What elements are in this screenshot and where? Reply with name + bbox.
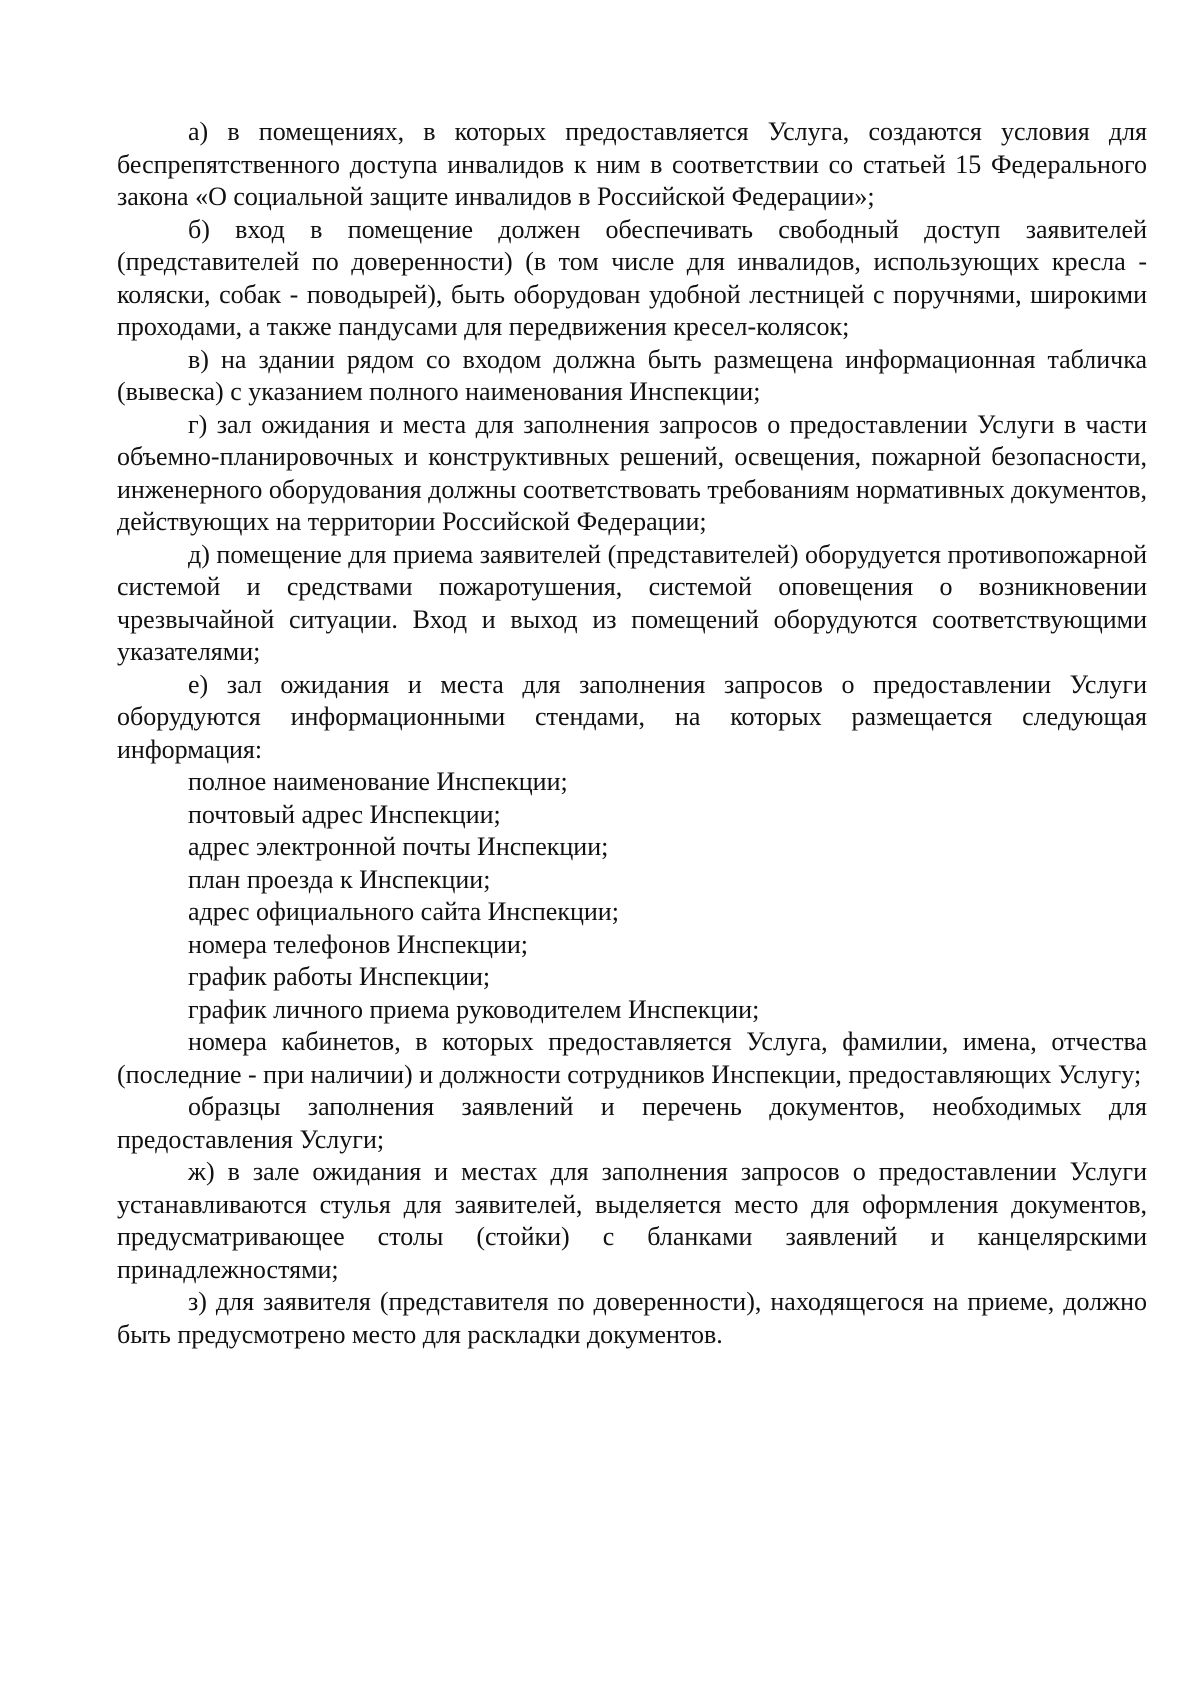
paragraph-g: г) зал ожидания и места для заполнения запросов о предоставлении Услуги в части объемно-планировочных и конструктивных решений, освещения, пожарной безопасности, инженерного оборудования должны соответствовать требованиям нормативных документов, действующих на территории Российской Федерации; [117,409,1147,536]
paragraph-e: е) зал ожидания и места для заполнения запросов о предоставлении Услуги оборудуются информационными стендами, на которых размещается следующая информация: [117,669,1147,764]
paragraph-v: в) на здании рядом со входом должна быть размещена информационная табличка (вывеска) с указанием полного наименования Инспекции; [117,344,1147,406]
paragraph-a: а) в помещениях, в которых предоставляется Услуга, создаются условия для беспрепятственного доступа инвалидов к ним в соответствии со статьей 15 Федерального закона «О социальной защите инвалидов в Российской Федерации»; [117,117,1147,211]
list-item: полное наименование Инспекции; [188,767,568,796]
list-item: почтовый адрес Инспекции; [188,799,501,829]
list-item: график работы Инспекции; [188,962,491,991]
list-item: номера телефонов Инспекции; [188,929,529,959]
paragraph-z: з) для заявителя (представителя по доверенности), находящегося на приеме, должно быть предусмотрено место для раскладки документов. [117,1287,1147,1349]
list-item: адрес официального сайта Инспекции; [188,897,619,926]
paragraph-zh: ж) в зале ожидания и местах для заполнения запросов о предоставлении Услуги устанавливаются стулья для заявителей, выделяется место для оформления документов, предусматривающее столы (стойки) с бланками заявлений и канцелярскими принадлежностями; [117,1157,1147,1284]
paragraph-d: д) помещение для приема заявителей (представителей) оборудуется противопожарной системой и средствами пожаротушения, системой оповещения о возникновении чрезвычайной ситуации. Вход и выход из помещений оборудуются соответствующими указателями; [117,539,1147,666]
list-item: график личного приема руководителем Инспекции; [188,994,760,1024]
list-item-long: образцы заполнения заявлений и перечень документов, необходимых для предоставления Услуги; [117,1092,1147,1154]
list-item: план проезда к Инспекции; [188,864,491,894]
list-item: адрес электронной почты Инспекции; [188,832,609,861]
document-body [117,116,1147,1351]
list-item-long: номера кабинетов, в которых предоставляется Услуга, фамилии, имена, отчества (последние - при наличии) и должности сотрудников Инспекции, предоставляющих Услугу; [117,1027,1147,1089]
paragraph-b: б) вход в помещение должен обеспечивать свободный доступ заявителей (представителей по доверенности) (в том числе для инвалидов, использующих кресла - коляски, собак - поводырей), быть оборудован удобной лестницей с поручнями, широкими проходами, а также пандусами для передвижения кресел-колясок; [117,214,1147,341]
